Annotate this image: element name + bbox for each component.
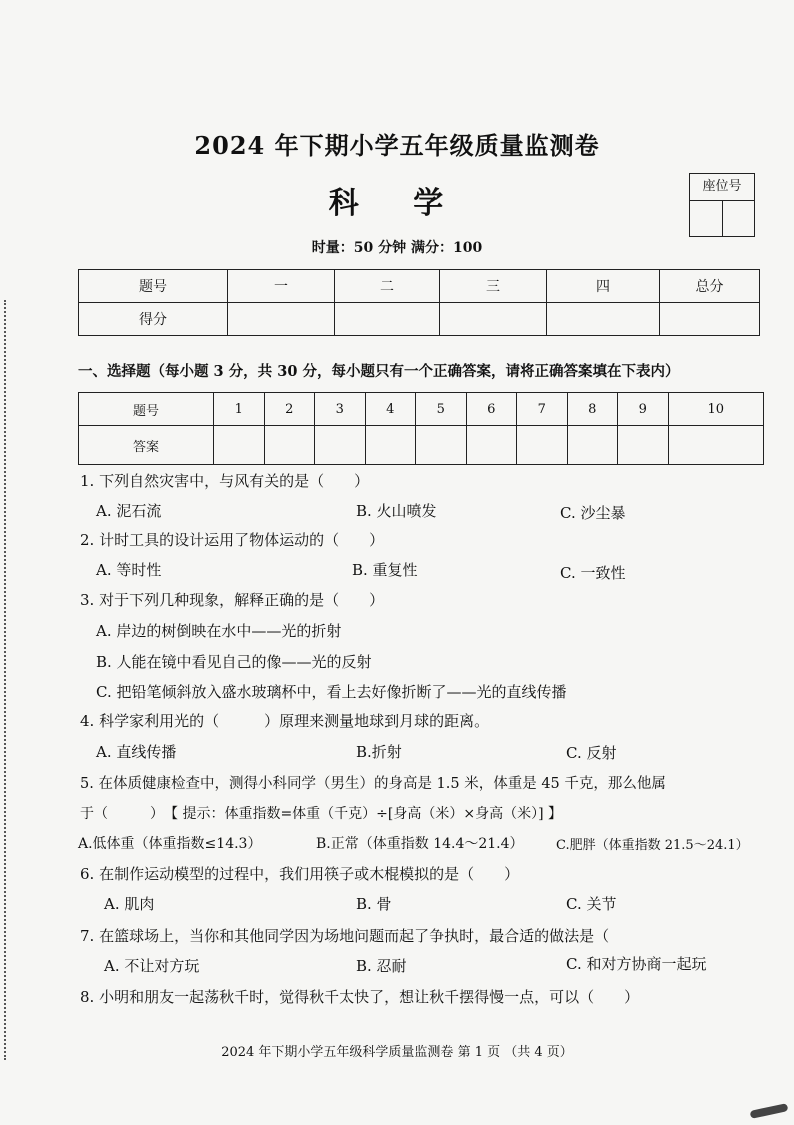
question-4-option-c: C. 反射 [566,744,617,762]
question-5-option-b: B.正常（体重指数 14.4～21.4） [316,836,524,852]
question-2-option-b: B. 重复性 [352,561,418,579]
question-7-option-c: C. 和对方协商一起玩 [566,955,707,973]
question-2-option-c: C. 一致性 [560,564,626,582]
score-cell[interactable] [660,303,760,336]
question-5-option-c: C.肥胖（体重指数 21.5～24.1） [556,838,749,853]
question-number-cell: 2 [264,393,315,426]
question-number-cell: 7 [517,393,568,426]
question-4-stem: 4. 科学家利用光的（ ）原理来测量地球到月球的距离。 [80,712,490,730]
seat-cell-1[interactable] [690,201,723,237]
binding-margin-line [4,300,6,1060]
score-table [78,269,760,336]
answer-header-label: 题号 [79,393,214,426]
question-1-option-a: A. 泥石流 [96,502,162,520]
answer-cell[interactable] [416,426,467,465]
answer-cell[interactable] [668,426,764,465]
question-number-cell: 1 [214,393,265,426]
question-3-option-a: A. 岸边的树倒映在水中——光的折射 [96,622,342,640]
question-6-stem: 6. 在制作运动模型的过程中，我们用筷子或木棍模拟的是（ ） [80,865,520,883]
question-number-cell: 5 [416,393,467,426]
answer-cell[interactable] [567,426,618,465]
score-header-cell: 二 [335,270,440,303]
question-number-cell: 10 [668,393,764,426]
time-and-score-info: 时量：50 分钟 满分：100 [311,240,483,256]
score-header-cell: 四 [547,270,660,303]
question-5-option-a: A.低体重（体重指数≤14.3） [78,836,262,852]
answer-table [78,392,764,465]
question-3-option-b: B. 人能在镜中看见自己的像——光的反射 [96,653,372,671]
score-header-cell: 题号 [79,270,228,303]
seat-number-label: 座位号 [690,174,754,201]
section-1-heading: 一、选择题（每小题 3 分，共 30 分，每小题只有一个正确答案，请将正确答案填在下表内） [78,363,680,380]
question-6-option-c: C. 关节 [566,895,617,913]
answer-cell[interactable] [365,426,416,465]
score-header-cell: 三 [440,270,547,303]
question-1-option-c: C. 沙尘暴 [560,504,626,522]
subject-title: 科 学 [328,186,466,221]
score-cell[interactable] [440,303,547,336]
score-cell[interactable] [547,303,660,336]
score-cell[interactable] [335,303,440,336]
question-4-option-a: A. 直线传播 [96,743,177,761]
question-4-option-b: B.折射 [356,743,402,761]
answer-cell[interactable] [466,426,517,465]
score-row-label: 得分 [79,303,228,336]
answer-cell[interactable] [618,426,669,465]
seat-cell-2[interactable] [723,201,755,237]
question-1-stem: 1. 下列自然灾害中，与风有关的是（ ） [80,472,370,490]
question-5-stem-line-2: 于（ ） 【 提示：体重指数=体重（千克）÷[身高（米）×身高（米）] 】 [80,806,563,822]
answer-cell[interactable] [517,426,568,465]
question-number-cell: 3 [315,393,366,426]
question-6-option-a: A. 肌肉 [104,895,155,913]
answer-cell[interactable] [264,426,315,465]
question-7-stem: 7. 在篮球场上，当你和其他同学因为场地问题而起了争执时，最合适的做法是（ [80,927,610,945]
answer-cell[interactable] [214,426,265,465]
question-2-option-a: A. 等时性 [96,561,162,579]
answer-cell[interactable] [315,426,366,465]
question-7-option-b: B. 忍耐 [356,957,407,975]
question-1-option-b: B. 火山喷发 [356,502,437,520]
answer-row-label: 答案 [79,426,214,465]
score-cell[interactable] [228,303,335,336]
question-3-stem: 3. 对于下列几种现象，解释正确的是（ ） [80,591,385,609]
scan-shadow-mark [750,1103,789,1119]
question-number-cell: 6 [466,393,517,426]
question-3-option-c: C. 把铅笔倾斜放入盛水玻璃杯中，看上去好像折断了——光的直线传播 [96,683,567,701]
page-footer: 2024 年下期小学五年级科学质量监测卷 第 1 页 （共 4 页） [221,1045,573,1060]
question-2-stem: 2. 计时工具的设计运用了物体运动的（ ） [80,531,385,549]
question-7-option-a: A. 不让对方玩 [104,957,200,975]
question-8-stem: 8. 小明和朋友一起荡秋千时，觉得秋千太快了，想让秋千摆得慢一点，可以（ ） [80,988,640,1006]
seat-number-box [689,173,755,237]
question-number-cell: 9 [618,393,669,426]
question-5-stem-line-1: 5. 在体质健康检查中，测得小科同学（男生）的身高是 1.5 米，体重是 45 千克，那么他属 [80,776,666,792]
question-number-cell: 4 [365,393,416,426]
score-header-cell: 总分 [660,270,760,303]
question-number-cell: 8 [567,393,618,426]
exam-title: 2024 年下期小学五年级质量监测卷 [194,131,600,160]
score-header-cell: 一 [228,270,335,303]
question-6-option-b: B. 骨 [356,895,392,913]
